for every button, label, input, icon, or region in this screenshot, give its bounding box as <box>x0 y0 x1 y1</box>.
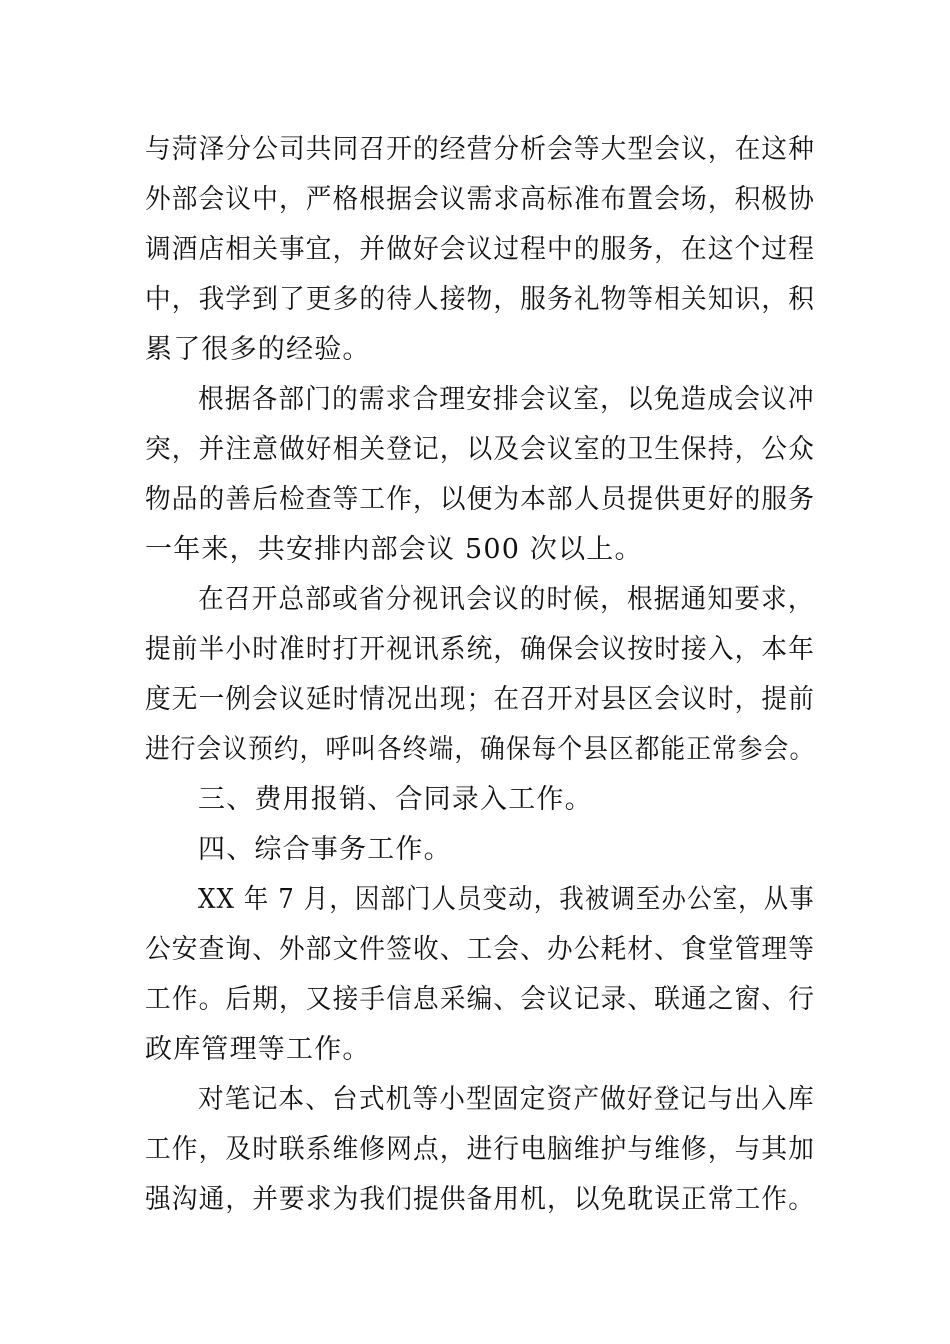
text-line: 外部会议中，严格根据会议需求高标准布置会场，积极协 <box>145 184 816 215</box>
text-line: 一年来，共安排内部会议 500 次以上。 <box>145 534 643 565</box>
text-line: 工作，及时联系维修网点，进行电脑维护与维修，与其加 <box>145 1134 816 1165</box>
text-line: 工作。后期，又接手信息采编、会议记录、联通之窗、行 <box>145 984 816 1015</box>
paragraph-first-line: 根据各部门的需求合理安排会议室，以免造成会议冲 <box>198 384 815 415</box>
section-heading: 三、费用报销、合同录入工作。 <box>198 784 593 815</box>
text-line: 累了很多的经验。 <box>145 334 371 365</box>
text-line: 物品的善后检查等工作，以便为本部人员提供更好的服务 <box>145 484 816 515</box>
paragraph-first-line: 对笔记本、台式机等小型固定资产做好登记与出入库 <box>198 1084 815 1115</box>
text-line: 度无一例会议延时情况出现；在召开对县区会议时，提前 <box>145 684 816 715</box>
section-heading: 四、综合事务工作。 <box>198 834 452 865</box>
text-line: 提前半小时准时打开视讯系统，确保会议按时接入，本年 <box>145 634 816 665</box>
text-line: 调酒店相关事宜，并做好会议过程中的服务，在这个过程 <box>145 234 816 265</box>
text-line: 政库管理等工作。 <box>145 1034 371 1065</box>
text-line: 强沟通，并要求为我们提供备用机，以免耽误正常工作。 <box>145 1184 816 1215</box>
text-line: 突，并注意做好相关登记，以及会议室的卫生保持，公众 <box>145 434 816 465</box>
paragraph-first-line: XX 年 7 月，因部门人员变动，我被调至办公室，从事 <box>198 884 815 915</box>
text-line: 中，我学到了更多的待人接物，服务礼物等相关知识，积 <box>145 284 816 315</box>
paragraph-first-line: 在召开总部或省分视讯会议的时候，根据通知要求， <box>198 584 815 615</box>
text-line: 公安查询、外部文件签收、工会、办公耗材、食堂管理等 <box>145 934 816 965</box>
text-line: 与菏泽分公司共同召开的经营分析会等大型会议，在这种 <box>145 134 816 165</box>
text-line: 进行会议预约，呼叫各终端，确保每个县区都能正常参会。 <box>145 734 816 765</box>
